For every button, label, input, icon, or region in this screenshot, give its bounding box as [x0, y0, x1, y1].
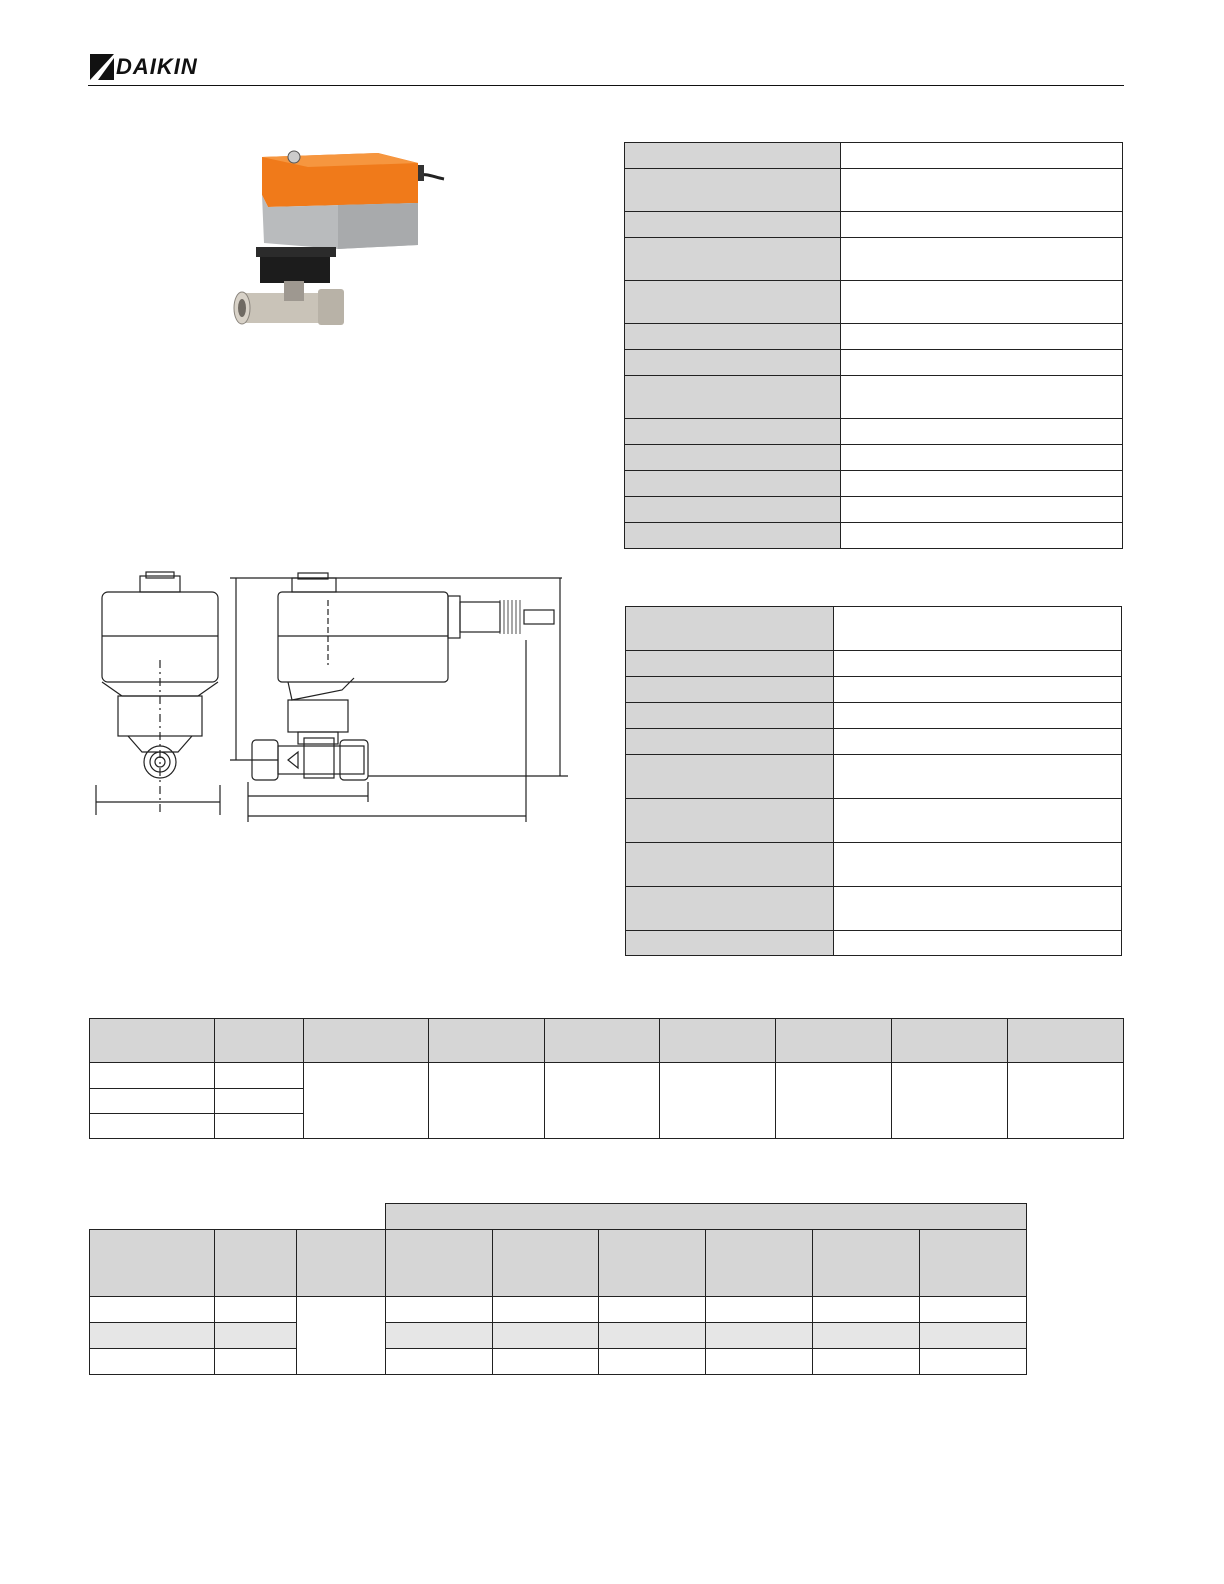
table-row	[90, 1063, 1124, 1089]
table-cell	[90, 1297, 215, 1323]
table-cell	[920, 1323, 1027, 1349]
table-cell	[214, 1089, 303, 1114]
spec-row	[626, 843, 1122, 887]
table-cell	[599, 1323, 706, 1349]
daikin-logo	[88, 52, 228, 82]
header-divider	[88, 85, 1124, 86]
table-cell	[214, 1063, 303, 1089]
table-cell	[813, 1349, 920, 1375]
spec-value	[833, 931, 1121, 956]
spec-label	[625, 143, 841, 169]
table-cell	[920, 1349, 1027, 1375]
spec-value	[833, 703, 1121, 729]
spec-label	[625, 169, 841, 212]
spec-row	[626, 931, 1122, 956]
spec-label	[625, 445, 841, 471]
spec-value	[840, 445, 1122, 471]
spec-row	[625, 324, 1123, 350]
model-table	[89, 1018, 1124, 1139]
spec-row	[625, 497, 1123, 523]
valve-dimension-drawing	[92, 570, 572, 825]
table-cell	[385, 1297, 492, 1323]
spec-label	[625, 324, 841, 350]
spec-row	[625, 238, 1123, 281]
spec-row	[626, 651, 1122, 677]
table-cell	[214, 1114, 303, 1139]
actuated-ball-valve-image	[228, 145, 453, 340]
product-photo	[228, 145, 453, 340]
spec-row	[625, 523, 1123, 549]
header-cell	[428, 1019, 544, 1063]
header-cell	[544, 1019, 660, 1063]
spec-row	[626, 755, 1122, 799]
table-cell	[706, 1349, 813, 1375]
table-cell	[599, 1349, 706, 1375]
spec-label	[626, 931, 834, 956]
spec-label	[625, 419, 841, 445]
spec-value	[840, 238, 1122, 281]
header-cell	[920, 1230, 1027, 1297]
spec-value	[840, 169, 1122, 212]
spec-label	[626, 607, 834, 651]
table-row	[90, 1323, 1027, 1349]
spec-value	[840, 143, 1122, 169]
group-header-cell	[385, 1203, 1027, 1229]
spec-label	[626, 729, 834, 755]
spec-row	[625, 419, 1123, 445]
spec-value	[840, 471, 1122, 497]
spec-label	[626, 677, 834, 703]
spec-value	[833, 843, 1121, 887]
table-cell	[492, 1349, 599, 1375]
header-cell	[303, 1019, 428, 1063]
table-cell	[706, 1323, 813, 1349]
header-cell	[214, 1019, 303, 1063]
spec-value	[833, 677, 1121, 703]
spec-row	[625, 143, 1123, 169]
spec-row	[625, 471, 1123, 497]
spec-row	[626, 607, 1122, 651]
spec-row	[625, 281, 1123, 324]
spec-label	[626, 703, 834, 729]
spec-label	[626, 651, 834, 677]
header-cell	[813, 1230, 920, 1297]
spec-label	[625, 212, 841, 238]
header-cell	[90, 1230, 215, 1297]
brand-name: DAIKIN	[116, 54, 198, 79]
spec-row	[626, 677, 1122, 703]
spec-row	[625, 212, 1123, 238]
table-cell	[706, 1297, 813, 1323]
spec-row	[625, 350, 1123, 376]
spec-value	[840, 523, 1122, 549]
table-cell	[492, 1323, 599, 1349]
spec-label	[626, 843, 834, 887]
merged-cell	[776, 1063, 892, 1139]
spec-row	[625, 445, 1123, 471]
spec-value	[840, 324, 1122, 350]
table-row	[90, 1349, 1027, 1375]
table-cell	[90, 1349, 215, 1375]
table-cell	[599, 1297, 706, 1323]
table-cell	[90, 1114, 215, 1139]
table-header-row	[90, 1230, 1027, 1297]
table-row	[90, 1297, 1027, 1323]
header-cell	[214, 1230, 296, 1297]
daikin-mark-icon	[88, 52, 116, 82]
header-cell	[660, 1019, 776, 1063]
spec-label	[625, 497, 841, 523]
spec-value	[840, 350, 1122, 376]
spec-label	[625, 350, 841, 376]
table-cell	[385, 1349, 492, 1375]
table-header-row	[90, 1019, 1124, 1063]
table-cell	[214, 1349, 296, 1375]
spec-label	[625, 523, 841, 549]
merged-cell	[296, 1297, 385, 1375]
table-cell	[214, 1297, 296, 1323]
table-cell	[90, 1089, 215, 1114]
table-cell	[214, 1323, 296, 1349]
merged-cell	[660, 1063, 776, 1139]
header-cell	[599, 1230, 706, 1297]
header-cell	[892, 1019, 1008, 1063]
spec-value	[833, 755, 1121, 799]
merged-cell	[892, 1063, 1008, 1139]
table-cell	[813, 1297, 920, 1323]
spec-row	[626, 703, 1122, 729]
spec-label	[625, 281, 841, 324]
spec-value	[833, 651, 1121, 677]
spec-value	[833, 799, 1121, 843]
header-cell	[296, 1230, 385, 1297]
header-cell	[706, 1230, 813, 1297]
spec-value	[840, 281, 1122, 324]
header-cell	[1008, 1019, 1124, 1063]
spec-value	[840, 497, 1122, 523]
merged-cell	[544, 1063, 660, 1139]
table-cell	[492, 1297, 599, 1323]
spec-row	[626, 799, 1122, 843]
spec-table-1	[624, 142, 1123, 549]
spec-value	[840, 212, 1122, 238]
merged-cell	[303, 1063, 428, 1139]
table-cell	[385, 1323, 492, 1349]
spec-value	[833, 607, 1121, 651]
merged-cell	[428, 1063, 544, 1139]
merged-cell	[1008, 1063, 1124, 1139]
table-cell	[920, 1297, 1027, 1323]
dimension-drawing	[92, 570, 572, 825]
header-cell	[776, 1019, 892, 1063]
table-cell	[90, 1063, 215, 1089]
spec-label	[625, 471, 841, 497]
table-cell	[813, 1323, 920, 1349]
header-cell	[492, 1230, 599, 1297]
spec-label	[626, 755, 834, 799]
spec-row	[625, 169, 1123, 212]
header-cell	[385, 1230, 492, 1297]
spec-row	[626, 729, 1122, 755]
flow-table	[89, 1229, 1027, 1375]
spec-row	[625, 376, 1123, 419]
spec-label	[625, 238, 841, 281]
spec-value	[833, 887, 1121, 931]
spec-value	[833, 729, 1121, 755]
spec-value	[840, 376, 1122, 419]
spec-label	[626, 887, 834, 931]
table-cell	[90, 1323, 215, 1349]
spec-table-2	[625, 606, 1122, 956]
spec-label	[625, 376, 841, 419]
spec-value	[840, 419, 1122, 445]
header-cell	[90, 1019, 215, 1063]
spec-label	[626, 799, 834, 843]
spec-row	[626, 887, 1122, 931]
